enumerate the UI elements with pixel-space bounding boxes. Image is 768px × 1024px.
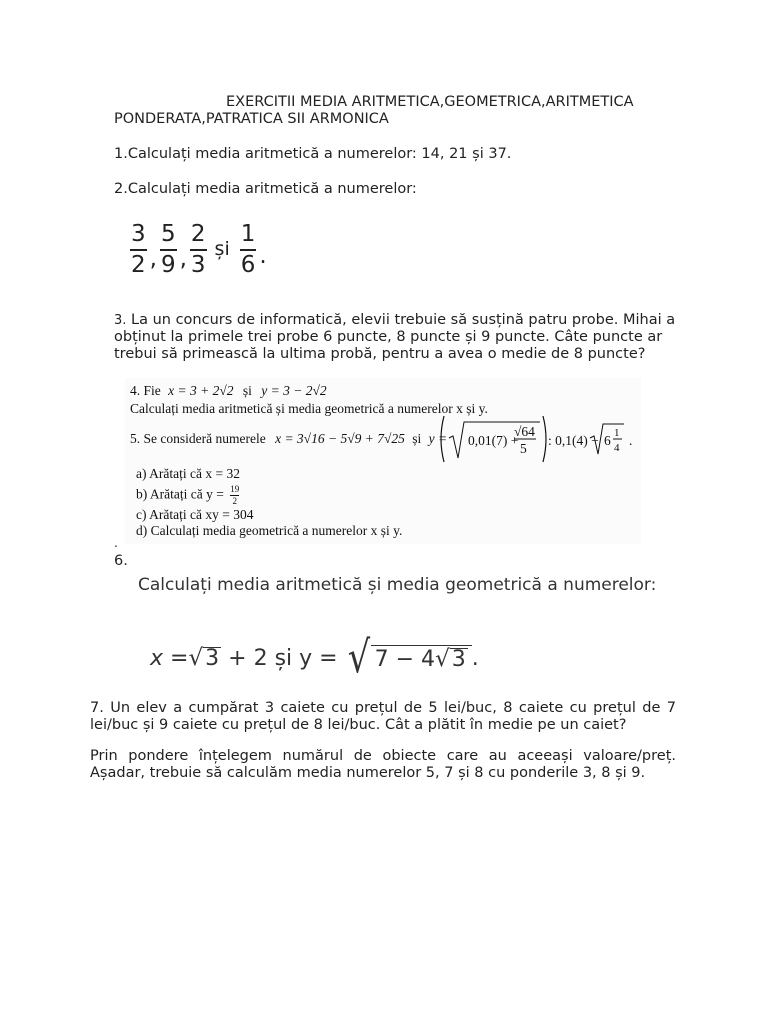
exercise-5-a: a) Arătați că x = 32 — [136, 466, 240, 481]
exercise-6-formula: x = √ 3 + 2 și y = √ 7 − 4√3 . — [150, 632, 479, 683]
comma: , — [149, 246, 157, 273]
exercise-1: 1.Calculați media aritmetică a numerelor: 14, 21 și 37. — [114, 146, 512, 162]
exercise-5-d: d) Calculați media geometrică a numerelor x și y. — [136, 523, 403, 538]
document-title-line2: PONDERATA,PATRATICA SII ARMONICA — [114, 111, 389, 127]
exercise-2-fractions — [130, 222, 268, 278]
stray-dot: . — [114, 536, 118, 550]
exercise-2: 2.Calculați media aritmetică a numerelor: — [114, 181, 417, 197]
period: . — [259, 243, 267, 270]
exercise-4: 4. Fie x = 3 + 2√2 și y = 3 − 2√2 Calculați media aritmetică și media geometrică a numerelor x și y. — [130, 383, 488, 416]
exercise-5-c: c) Arătați că xy = 304 — [136, 507, 254, 522]
conjunction: și — [214, 238, 230, 261]
exercise-5-b: b) Arătați că y = $\frac{19}{2}$ — [136, 484, 240, 506]
fraction: $\frac{1}{6}$ — [240, 221, 256, 278]
fraction: $\frac{3}{2}$ — [131, 221, 146, 278]
exercise-3: 3. La un concurs de informatică, elevii trebuie să susțină patru probe. Mihai a obținut la primele trei probe 6 puncte, 8 puncte și 9 puncte. Câte puncte ar trebui să primească la ultima probă, pentru a avea o medie de 8 puncte? — [114, 312, 676, 362]
fraction: $\frac{5}{9}$ — [160, 221, 176, 278]
exercise-6-number: 6. — [114, 553, 128, 569]
weighting-explanation: Prin pondere înțelegem numărul de obiecte care au aceeași valoare/preț. Așadar, trebuie să calculăm media numerelor 5, 7 și 8 cu ponderile 3, 8 și 9. — [90, 748, 676, 781]
fraction: $\frac{2}{3}$ — [190, 221, 206, 278]
exercise-5-y-expression: 0,01(7) + √64 5 : 0,1(4) − 6 1 4 . — [440, 414, 638, 464]
comma: , — [179, 246, 187, 273]
exercise-7: 7. Un elev a cumpărat 3 caiete cu prețul de 5 lei/buc, 8 caiete cu prețul de 7 lei/buc și 9 caiete cu prețul de 8 lei/buc. Cât a plătit în medie pe un caiet? — [90, 700, 676, 733]
exercise-6-title: Calculați media aritmetică și media geometrică a numerelor: — [138, 575, 657, 595]
document-title-line1: EXERCITII MEDIA ARITMETICA,GEOMETRICA,ARITMETICA — [226, 94, 634, 110]
exercise-5: 5. Se consideră numerele x = 3√16 − 5√9 + 7√25 și y = — [130, 431, 448, 446]
